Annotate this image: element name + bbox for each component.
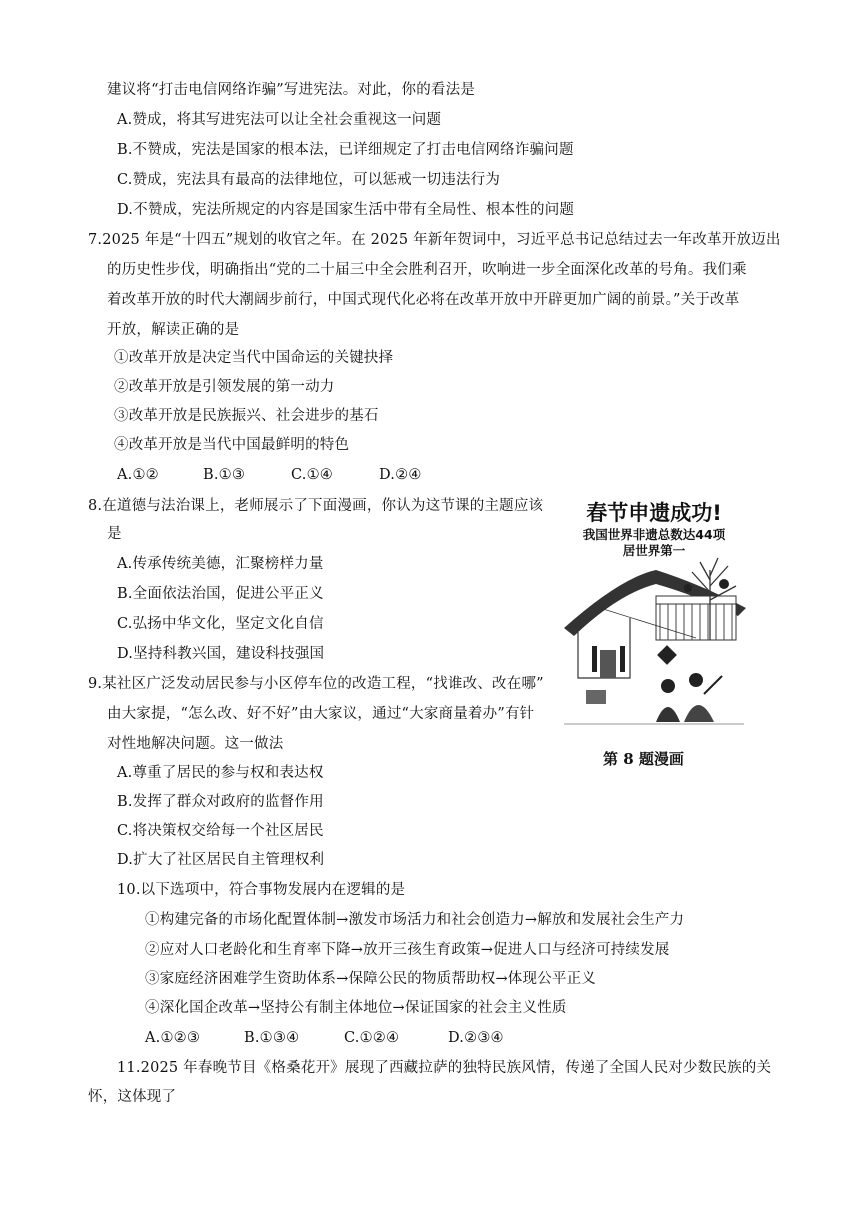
- q8-option-a: A.传承传统美德，汇聚榜样力量: [117, 556, 324, 572]
- q8-line-1: 8.在道德与法治课上，老师展示了下面漫画，你认为这节课的主题应该: [88, 498, 544, 514]
- q10-choice-d: D.②③④: [448, 1030, 504, 1046]
- q7-line-2: 的历史性步伐，明确指出“党的二十届三中全会胜利召开，吹响进一步全面深化改革的号角。我们乘: [107, 262, 747, 278]
- q6-option-a: A.赞成，将其写进宪法可以让全社会重视这一问题: [117, 112, 442, 128]
- q9-option-b: B.发挥了群众对政府的监督作用: [117, 794, 324, 810]
- comic-title-main: 春节申遗成功!: [586, 501, 722, 525]
- q7-line-4: 开放，解读正确的是: [107, 322, 240, 338]
- q10-statement-4: ④深化国企改革→坚持公有制主体地位→保证国家的社会主义性质: [145, 1000, 567, 1016]
- q9-line-2: 由大家提，“怎么改、好不好”由大家议，通过“大家商量着办”有针: [107, 706, 535, 722]
- comic-illustration: [560, 500, 748, 730]
- q9-option-a: A.尊重了居民的参与权和表达权: [117, 765, 324, 781]
- q7-statement-2: ②改革开放是引领发展的第一动力: [114, 379, 335, 395]
- q8-comic: [560, 500, 748, 730]
- q9-option-d: D.扩大了社区居民自主管理权利: [117, 852, 325, 868]
- q7-statement-4: ④改革开放是当代中国最鲜明的特色: [114, 437, 350, 453]
- q11-line-2: 怀，这体现了: [88, 1089, 177, 1105]
- q10-statement-1: ①构建完备的市场化配置体制→激发市场活力和社会创造力→解放和发展社会生产力: [145, 912, 685, 928]
- q7-line-3: 着改革开放的时代大潮阔步前行，中国式现代化必将在改革开放中开辟更加广阔的前景。”关于改革: [107, 292, 740, 308]
- q8-option-d: D.坚持科教兴国，建设科技强国: [117, 646, 325, 662]
- q8-option-c: C.弘扬中华文化，坚定文化自信: [117, 616, 324, 632]
- comic-title-sub: 我国世界非遗总数达44项: [582, 527, 726, 542]
- q8-line-2: 是: [107, 526, 122, 542]
- q10-statement-3: ③家庭经济困难学生资助体系→保障公民的物质帮助权→体现公平正义: [145, 971, 596, 987]
- q9-option-c: C.将决策权交给每一个社区居民: [117, 823, 324, 839]
- q6-option-b: B.不赞成，宪法是国家的根本法，已详细规定了打击电信网络诈骗问题: [117, 142, 574, 158]
- q7-choice-a: A.①②: [117, 467, 159, 483]
- q9-line-1: 9.某社区广泛发动居民参与小区停车位的改造工程，“找谁改、改在哪”: [88, 676, 544, 692]
- comic-caption: 第 8 题漫画: [603, 750, 684, 768]
- q7-choice-c: C.①④: [291, 467, 333, 483]
- q9-line-3: 对性地解决问题。这一做法: [107, 736, 284, 752]
- q7-line-1: 7.2025 年是“十四五”规划的收官之年。在 2025 年新年贺词中，习近平总书记总结过去一年改革开放迈出: [88, 232, 781, 248]
- q7-choice-d: D.②④: [379, 467, 422, 483]
- q7-statement-3: ③改革开放是民族振兴、社会进步的基石: [114, 408, 379, 424]
- q10-choice-a: A.①②③: [145, 1030, 201, 1046]
- comic-title-sub2: 居世界第一: [622, 543, 686, 558]
- q10-statement-2: ②应对人口老龄化和生育率下降→放开三孩生育政策→促进人口与经济可持续发展: [145, 942, 670, 958]
- q8-option-b: B.全面依法治国，促进公平正义: [117, 586, 324, 602]
- q7-statement-1: ①改革开放是决定当代中国命运的关键抉择: [114, 350, 394, 366]
- q10-choice-c: C.①②④: [344, 1030, 400, 1046]
- q7-choice-b: B.①③: [203, 467, 246, 483]
- q10-stem: 10.以下选项中，符合事物发展内在逻辑的是: [117, 882, 406, 898]
- q11-line-1: 11.2025 年春晚节目《格桑花开》展现了西藏拉萨的独特民族风情，传递了全国人民对少数民族的关: [117, 1060, 772, 1076]
- q6-stem-tail: 建议将“打击电信网络诈骗”写进宪法。对此，你的看法是: [107, 82, 476, 98]
- q6-option-d: D.不赞成，宪法所规定的内容是国家生活中带有全局性、根本性的问题: [117, 202, 575, 218]
- q10-choice-b: B.①③④: [244, 1030, 300, 1046]
- q6-option-c: C.赞成，宪法具有最高的法律地位，可以惩戒一切违法行为: [117, 172, 501, 188]
